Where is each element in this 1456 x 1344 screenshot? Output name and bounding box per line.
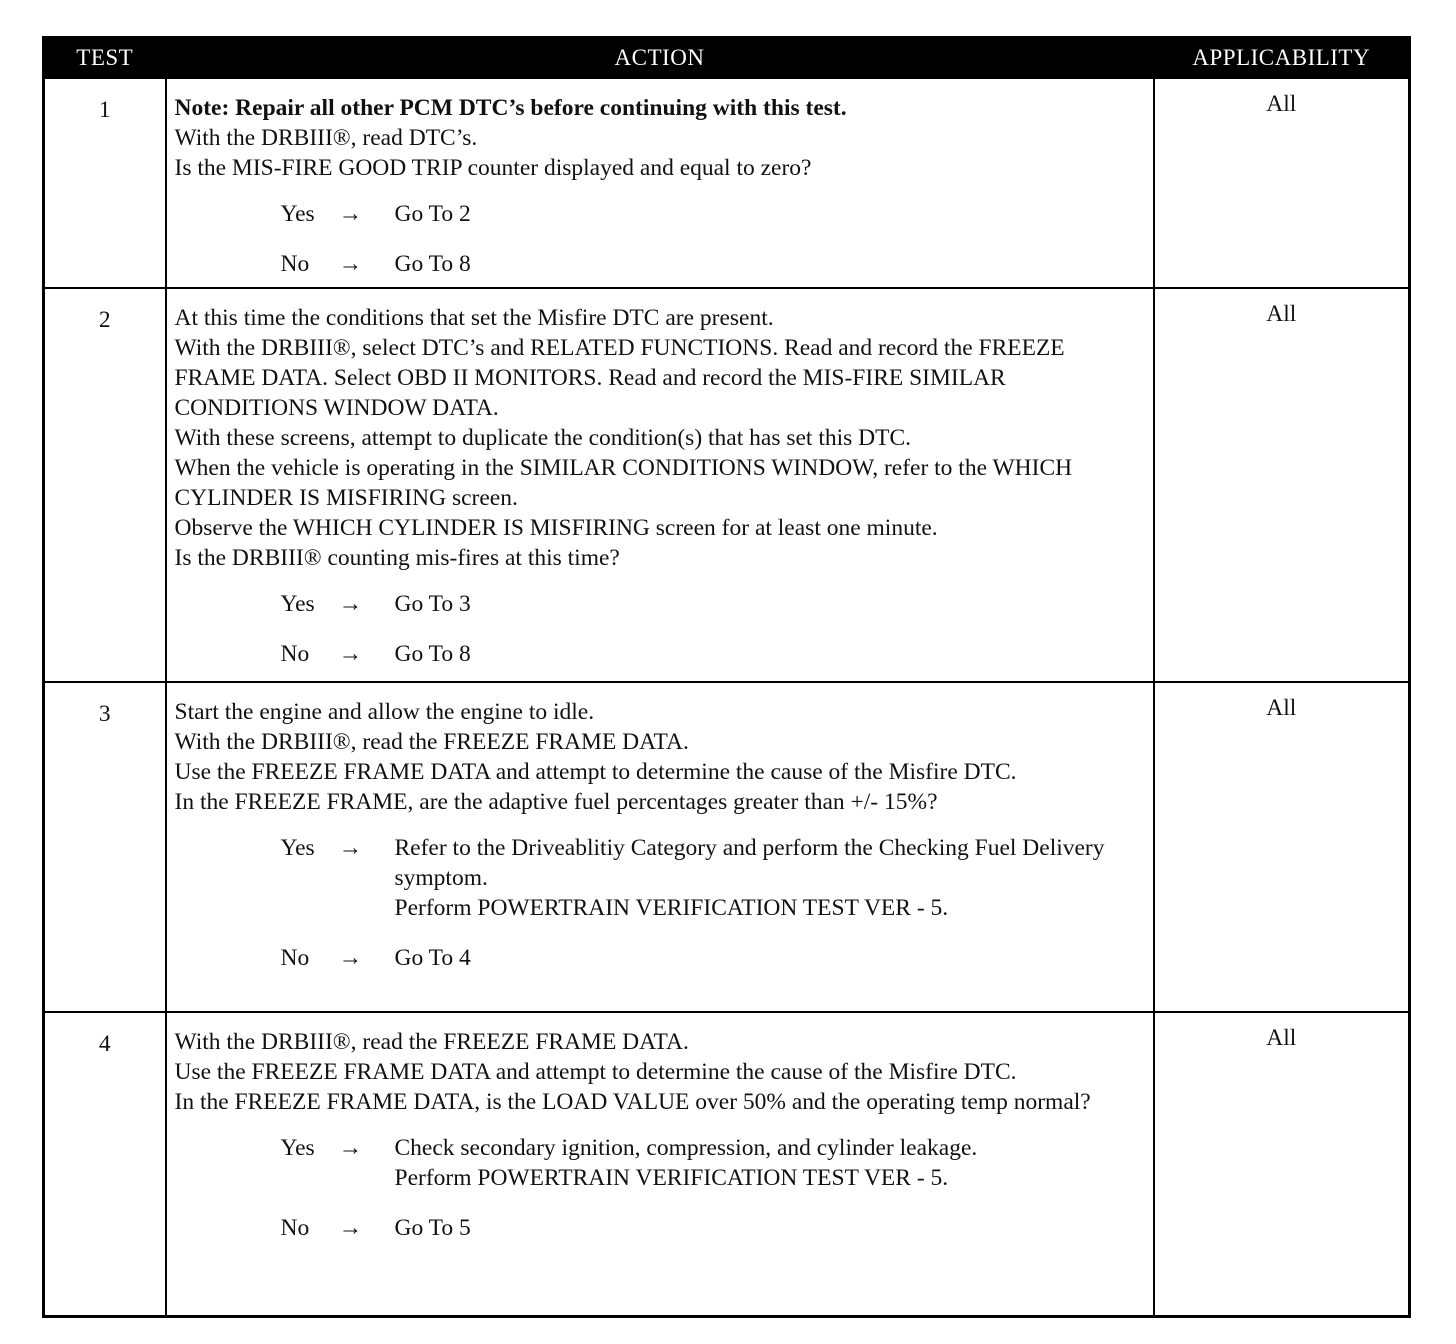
header-applicability: APPLICABILITY xyxy=(1154,38,1410,79)
answer-label: Yes xyxy=(280,835,315,861)
answer-result-line: Go To 3 xyxy=(394,591,471,617)
diagnostic-test-sheet xyxy=(42,36,1408,1318)
right-arrow-icon: → xyxy=(338,641,362,667)
action-cell xyxy=(166,682,1154,1012)
answer-result xyxy=(395,943,1145,973)
test-number: 3 xyxy=(44,682,166,1012)
right-arrow-icon: → xyxy=(338,591,362,617)
action-cell xyxy=(166,78,1154,288)
action-line: Is the DRBIII® counting mis-fires at this time? xyxy=(174,545,620,571)
answer-list xyxy=(175,199,1145,279)
right-arrow-icon: → xyxy=(338,1215,362,1241)
answer-label: No xyxy=(280,641,310,667)
table-row xyxy=(44,288,1410,682)
table-row xyxy=(44,78,1410,288)
header-action: ACTION xyxy=(166,38,1154,79)
right-arrow-icon: → xyxy=(338,201,362,227)
answer-result-line: Go To 2 xyxy=(394,201,471,227)
answer-no xyxy=(281,943,1145,973)
answer-yes xyxy=(281,589,1145,619)
action-line: Use the FREEZE FRAME DATA and attempt to determine the cause of the Misfire DTC. xyxy=(174,759,1017,785)
answer-yes xyxy=(281,199,1145,229)
table-row xyxy=(44,682,1410,1012)
answer-label: No xyxy=(280,945,310,971)
answer-no xyxy=(281,1213,1145,1243)
action-line: With the DRBIII®, read DTC’s. xyxy=(174,125,478,151)
answer-list xyxy=(175,833,1145,973)
action-line: With the DRBIII®, read the FREEZE FRAME DATA. xyxy=(174,729,689,755)
right-arrow-icon: → xyxy=(338,835,362,861)
answer-yes xyxy=(281,1133,1145,1193)
action-note: Note: Repair all other PCM DTC’s before continuing with this test. xyxy=(174,95,847,121)
answer-no xyxy=(281,249,1145,279)
table-header xyxy=(44,38,1410,79)
answer-result-line: Go To 8 xyxy=(394,251,471,277)
answer-result-line: Perform POWERTRAIN VERIFICATION TEST VER - 5. xyxy=(394,1165,949,1191)
action-line: When the vehicle is operating in the SIMILAR CONDITIONS WINDOW, refer to the WHICH CYLINDER IS MISFIRING screen. xyxy=(174,455,1078,511)
test-number: 2 xyxy=(44,288,166,682)
action-line: Use the FREEZE FRAME DATA and attempt to determine the cause of the Misfire DTC. xyxy=(174,1059,1017,1085)
action-line: In the FREEZE FRAME, are the adaptive fuel percentages greater than +/- 15%? xyxy=(174,789,938,815)
answer-result xyxy=(395,1213,1145,1243)
action-line: With these screens, attempt to duplicate the condition(s) that has set this DTC. xyxy=(174,425,912,451)
action-line: At this time the conditions that set the Misfire DTC are present. xyxy=(174,305,774,331)
applicability-value: All xyxy=(1154,1012,1410,1316)
answer-result-line: Go To 4 xyxy=(394,945,471,971)
answer-result-line: Go To 5 xyxy=(394,1215,471,1241)
table-body xyxy=(44,78,1410,1316)
answer-result xyxy=(395,249,1145,279)
answer-result-line: Go To 8 xyxy=(394,641,471,667)
diagnostic-test-table xyxy=(42,36,1411,1318)
right-arrow-icon: → xyxy=(338,945,362,971)
answer-result xyxy=(395,833,1145,923)
applicability-value: All xyxy=(1154,682,1410,1012)
answer-yes xyxy=(281,833,1145,923)
answer-label: Yes xyxy=(280,1135,315,1161)
applicability-value: All xyxy=(1154,288,1410,682)
answer-result xyxy=(395,639,1145,669)
action-line: Is the MIS-FIRE GOOD TRIP counter displayed and equal to zero? xyxy=(174,155,812,181)
action-cell xyxy=(166,1012,1154,1316)
test-number: 1 xyxy=(44,78,166,288)
answer-result xyxy=(395,199,1145,229)
right-arrow-icon: → xyxy=(338,1135,362,1161)
answer-label: No xyxy=(280,1215,310,1241)
answer-result-line: Perform POWERTRAIN VERIFICATION TEST VER - 5. xyxy=(394,895,949,921)
table-row xyxy=(44,1012,1410,1316)
test-number: 4 xyxy=(44,1012,166,1316)
answer-no xyxy=(281,639,1145,669)
action-cell xyxy=(166,288,1154,682)
answer-list xyxy=(175,589,1145,669)
answer-label: Yes xyxy=(280,201,315,227)
action-line: Observe the WHICH CYLINDER IS MISFIRING screen for at least one minute. xyxy=(174,515,938,541)
action-line: With the DRBIII®, read the FREEZE FRAME DATA. xyxy=(174,1029,689,1055)
action-line: With the DRBIII®, select DTC’s and RELATED FUNCTIONS. Read and record the FREEZE FRAME DATA. Select OBD II MONITORS. Read and record the MIS-FIRE SIMILAR CONDITIONS WINDOW DATA. xyxy=(174,335,1071,421)
header-test: TEST xyxy=(44,38,166,79)
right-arrow-icon: → xyxy=(338,251,362,277)
answer-result xyxy=(395,1133,1145,1193)
applicability-value: All xyxy=(1154,78,1410,288)
answer-label: No xyxy=(280,251,310,277)
action-line: In the FREEZE FRAME DATA, is the LOAD VALUE over 50% and the operating temp normal? xyxy=(174,1089,1091,1115)
answer-label: Yes xyxy=(280,591,315,617)
answer-result xyxy=(395,589,1145,619)
answer-result-line: Check secondary ignition, compression, and cylinder leakage. xyxy=(394,1135,978,1161)
action-line: Start the engine and allow the engine to idle. xyxy=(174,699,595,725)
answer-list xyxy=(175,1133,1145,1243)
answer-result-line: Refer to the Driveablitiy Category and perform the Checking Fuel Delivery symptom. xyxy=(394,835,1105,891)
